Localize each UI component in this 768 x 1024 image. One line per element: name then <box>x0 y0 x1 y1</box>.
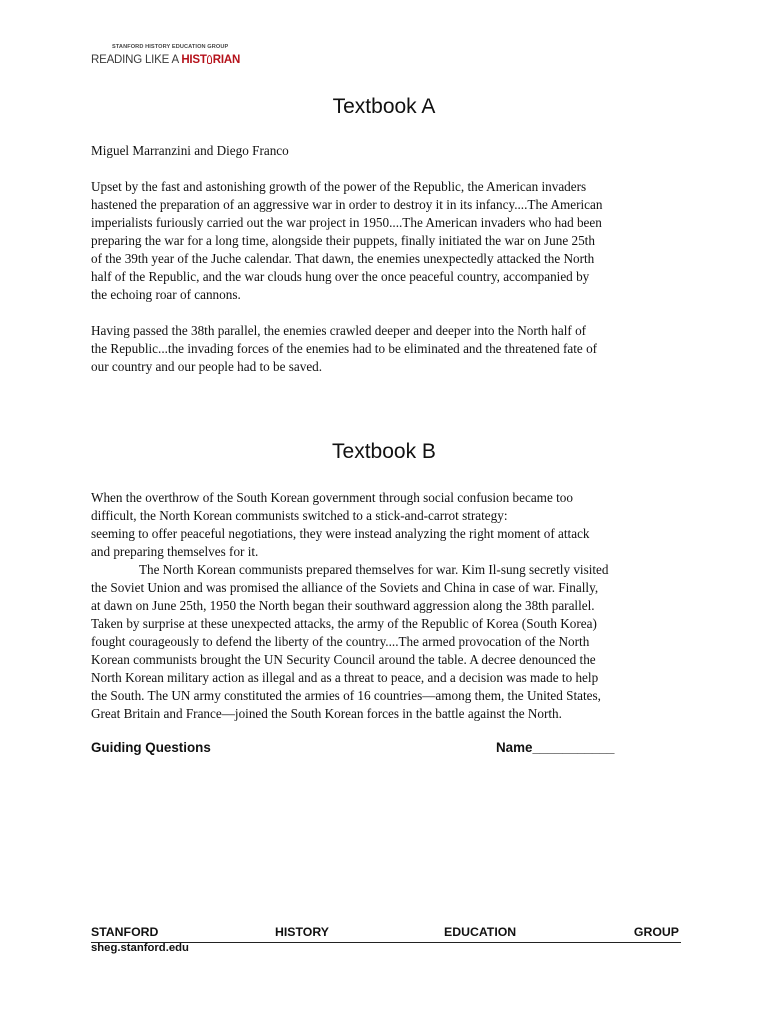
textbook-a-authors: Miguel Marranzini and Diego Franco <box>91 143 289 158</box>
text-line: the Soviet Union and was promised the alliance of the Soviets and China in case of war. Finally, <box>91 580 599 595</box>
text-line: half of the Republic, and the war clouds hung over the once peaceful country, accompanied by <box>91 269 590 284</box>
text-line: seeming to offer peaceful negotiations, they were instead analyzing the right moment of attack <box>91 526 590 541</box>
text-line: difficult, the North Korean communists switched to a stick-and-carrot strategy: <box>91 508 508 523</box>
textbook-a-paragraph-2 <box>91 322 681 376</box>
footer-word-education: EDUCATION <box>444 925 517 939</box>
text-line: hastened the preparation of an aggressive war in order to destroy it in its infancy....The American <box>91 197 603 212</box>
text-line: the Republic...the invading forces of the enemies had to be eliminated and the threatened fate of <box>91 341 598 356</box>
text-line: The North Korean communists prepared themselves for war. Kim Il-sung secretly visited <box>139 562 609 577</box>
guiding-questions-label: Guiding Questions <box>91 740 211 755</box>
footer-org-row <box>91 925 679 941</box>
logo-org-name: STANFORD HISTORY EDUCATION GROUP <box>112 44 229 50</box>
textbook-a-paragraph-1 <box>91 178 681 304</box>
text-line: Taken by surprise at these unexpected attacks, the army of the Republic of Korea (South Korea) <box>91 616 597 631</box>
logo-wordmark-start: READING LIKE A <box>91 54 182 66</box>
text-line: Upset by the fast and astonishing growth of the power of the Republic, the American invaders <box>91 179 587 194</box>
sheg-logo <box>91 44 241 74</box>
text-line: the South. The UN army constituted the armies of 16 countries—among them, the United States, <box>91 688 601 703</box>
text-line: preparing the war for a long time, alongside their puppets, finally initiated the war on June 25th <box>91 233 595 248</box>
text-line: Korean communists brought the UN Security Council around the table. A decree denounced the <box>91 652 596 667</box>
footer-word-group: GROUP <box>633 925 679 939</box>
text-line: When the overthrow of the South Korean government through social confusion became too <box>91 490 573 505</box>
footer-url: sheg.stanford.edu <box>91 942 189 954</box>
text-line: the echoing roar of cannons. <box>91 287 241 302</box>
textbook-b-title: Textbook B <box>332 440 436 463</box>
textbook-b-body <box>91 489 681 723</box>
text-line: our country and our people had to be saved. <box>91 359 323 374</box>
textbook-a-title: Textbook A <box>332 95 436 118</box>
text-line: Great Britain and France—joined the South Korean forces in the battle against the North. <box>91 706 562 721</box>
logo-wordmark-rian: RIAN <box>212 54 241 66</box>
text-line: North Korean military action as illegal and as a threat to peace, and a decision was made to help <box>91 670 599 685</box>
text-line: at dawn on June 25th, 1950 the North began their southward aggression along the 38th parallel. <box>91 598 595 613</box>
footer-word-stanford: STANFORD <box>91 925 159 939</box>
text-line: imperialists furiously carried out the war project in 1950....The American invaders who had been <box>91 215 602 230</box>
logo-wordmark <box>91 54 240 66</box>
logo-wordmark-hist: HIST <box>181 54 207 66</box>
keyhole-icon <box>207 55 212 64</box>
text-line: of the 39th year of the Juche calendar. That dawn, the enemies unexpectedly attacked the North <box>91 251 595 266</box>
text-line: and preparing themselves for it. <box>91 544 259 559</box>
name-field: Name___________ <box>496 740 615 755</box>
footer-word-history: HISTORY <box>275 925 329 939</box>
text-line: fought courageously to defend the liberty of the country....The armed provocation of the North <box>91 634 590 649</box>
text-line: Having passed the 38th parallel, the enemies crawled deeper and deeper into the North half of <box>91 323 587 338</box>
